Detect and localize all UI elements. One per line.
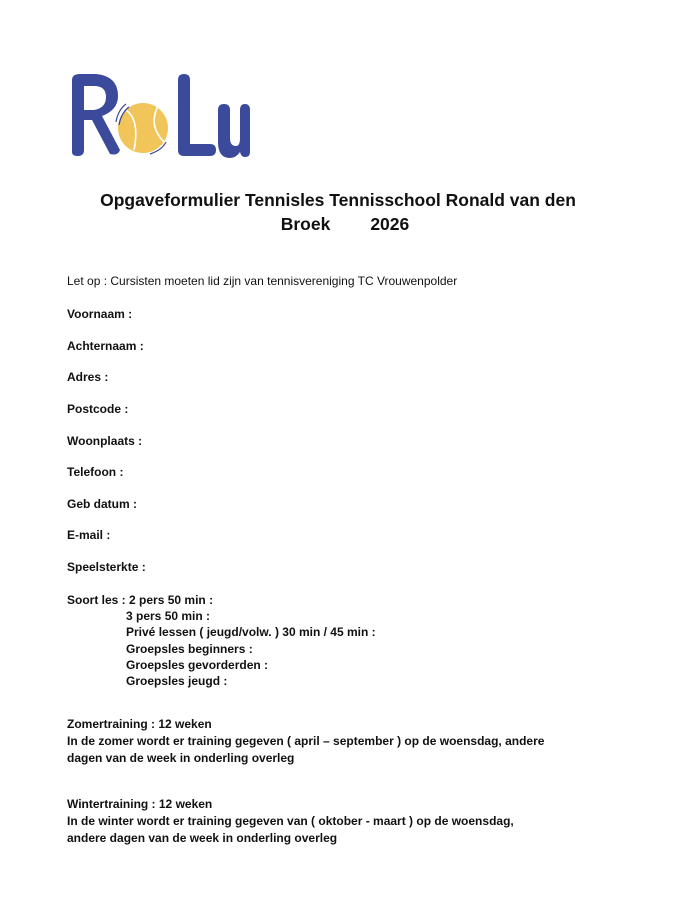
lesson-type-section <box>67 592 376 689</box>
lesson-option: Privé lessen ( jeugd/volw. ) 30 min / 45 min : <box>126 625 376 640</box>
field-voornaam: Voornaam : <box>67 307 133 321</box>
logo-graphic <box>66 70 250 160</box>
summer-training-section <box>67 716 547 766</box>
field-email: E-mail : <box>67 528 111 542</box>
field-telefoon: Telefoon : <box>67 465 124 479</box>
lesson-type-first-row <box>67 592 376 608</box>
lesson-option: 2 pers 50 min : <box>129 593 214 607</box>
summer-heading: Zomertraining : 12 weken <box>67 717 212 731</box>
lesson-option: Groepsles beginners : <box>126 641 253 656</box>
field-woonplaats: Woonplaats : <box>67 434 143 448</box>
title-year: 2026 <box>370 214 410 234</box>
lesson-type-label: Soort les : <box>67 593 126 607</box>
summer-text: In de zomer wordt er training gegeven ( april – september ) op de woensdag, andere dagen van de week in onderling overleg <box>67 733 545 765</box>
field-speelsterkte: Speelsterkte : <box>67 560 146 574</box>
winter-text: In de winter wordt er training gegeven van ( oktober - maart ) op de woensdag, andere dagen van de week in onderling overleg <box>67 813 514 845</box>
tennis-ball-icon <box>116 103 168 154</box>
page-title <box>0 188 676 236</box>
rolu-logo <box>66 70 250 160</box>
lesson-option: Groepsles jeugd : <box>126 674 228 689</box>
title-line-2 <box>0 212 676 236</box>
winter-heading: Wintertraining : 12 weken <box>67 797 213 811</box>
field-geb-datum: Geb datum : <box>67 497 138 511</box>
winter-training-section <box>67 796 547 846</box>
field-adres: Adres : <box>67 370 109 384</box>
lesson-option: 3 pers 50 min : <box>126 609 211 624</box>
title-line-1: Opgaveformulier Tennisles Tennisschool Ronald van den <box>100 190 576 210</box>
field-achternaam: Achternaam : <box>67 339 144 353</box>
lesson-option: Groepsles gevorderden : <box>126 657 269 672</box>
field-postcode: Postcode : <box>67 402 129 416</box>
title-name: Broek <box>280 214 331 234</box>
membership-note: Let op : Cursisten moeten lid zijn van tennisvereniging TC Vrouwenpolder <box>67 274 458 288</box>
